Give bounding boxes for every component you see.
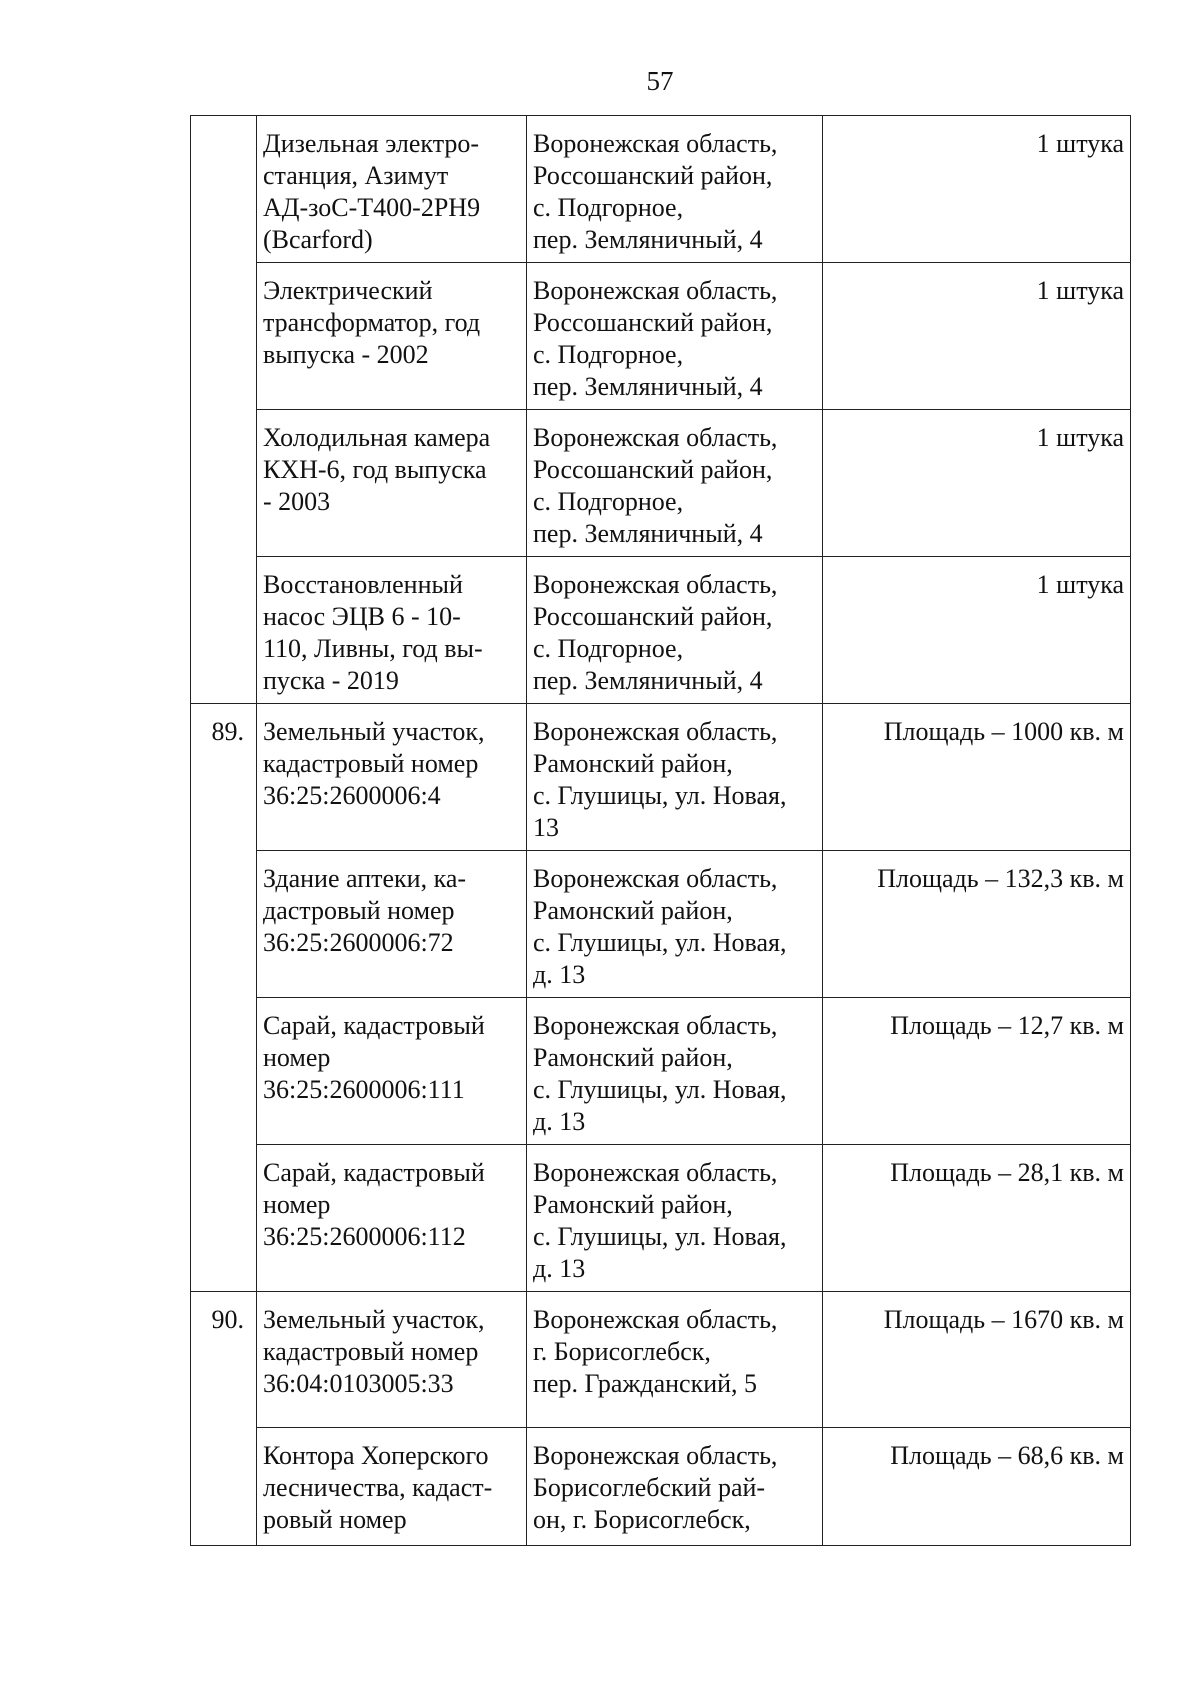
property-address: Воронежская область, Рамонский район, с. Глушицы, ул. Новая, д. 13 [527,1145,823,1292]
property-name: Холодильная камера КХН-6, год выпуска - 2003 [257,410,527,557]
property-quantity: Площадь – 12,7 кв. м [823,998,1131,1145]
property-name: Здание аптеки, ка- дастровый номер 36:25:2600006:72 [257,851,527,998]
property-name: Электрический трансформатор, год выпуска - 2002 [257,263,527,410]
property-name: Восстановленный насос ЭЦВ 6 - 10- 110, Ливны, год вы- пуска - 2019 [257,557,527,704]
property-name: Контора Хоперского лесничества, кадаст- ровый номер [257,1428,527,1546]
property-quantity: Площадь – 132,3 кв. м [823,851,1131,998]
property-address: Воронежская область, Борисоглебский рай- он, г. Борисоглебск, [527,1428,823,1546]
property-quantity: 1 штука [823,410,1131,557]
row-number [191,998,257,1145]
property-address: Воронежская область, Рамонский район, с. Глушицы, ул. Новая, д. 13 [527,851,823,998]
property-name: Земельный участок, кадастровый номер 36:04:0103005:33 [257,1292,527,1428]
row-number [191,263,257,410]
property-quantity: Площадь – 1000 кв. м [823,704,1131,851]
property-quantity: Площадь – 1670 кв. м [823,1292,1131,1428]
table-row [191,263,1131,410]
row-number [191,410,257,557]
property-address: Воронежская область, Россошанский район, с. Подгорное, пер. Земляничный, 4 [527,410,823,557]
property-address: Воронежская область, Рамонский район, с. Глушицы, ул. Новая, д. 13 [527,998,823,1145]
row-number: 89. [191,704,257,851]
table-row [191,116,1131,263]
table-row [191,704,1131,851]
property-quantity: 1 штука [823,557,1131,704]
property-table [190,115,1131,1546]
property-quantity: Площадь – 68,6 кв. м [823,1428,1131,1546]
property-address: Воронежская область, Россошанский район, с. Подгорное, пер. Земляничный, 4 [527,263,823,410]
property-quantity: 1 штука [823,263,1131,410]
property-address: Воронежская область, Рамонский район, с. Глушицы, ул. Новая, 13 [527,704,823,851]
row-number [191,557,257,704]
row-number [191,116,257,263]
row-number: 90. [191,1292,257,1428]
table-row [191,851,1131,998]
table-row [191,410,1131,557]
property-address: Воронежская область, г. Борисоглебск, пер. Гражданский, 5 [527,1292,823,1428]
row-number [191,851,257,998]
page-number: 57 [646,66,674,96]
property-name: Сарай, кадастровый номер 36:25:2600006:111 [257,998,527,1145]
property-address: Воронежская область, Россошанский район, с. Подгорное, пер. Земляничный, 4 [527,557,823,704]
table-row [191,1428,1131,1546]
property-quantity: 1 штука [823,116,1131,263]
row-number [191,1145,257,1292]
property-name: Сарай, кадастровый номер 36:25:2600006:112 [257,1145,527,1292]
table-row [191,1145,1131,1292]
property-quantity: Площадь – 28,1 кв. м [823,1145,1131,1292]
row-number [191,1428,257,1546]
property-address: Воронежская область, Россошанский район, с. Подгорное, пер. Земляничный, 4 [527,116,823,263]
table-row [191,998,1131,1145]
property-name: Земельный участок, кадастровый номер 36:25:2600006:4 [257,704,527,851]
table-row [191,557,1131,704]
table-row [191,1292,1131,1428]
property-name: Дизельная электро- станция, Азимут АД-зоС-Т400-2РН9 (Bcarford) [257,116,527,263]
